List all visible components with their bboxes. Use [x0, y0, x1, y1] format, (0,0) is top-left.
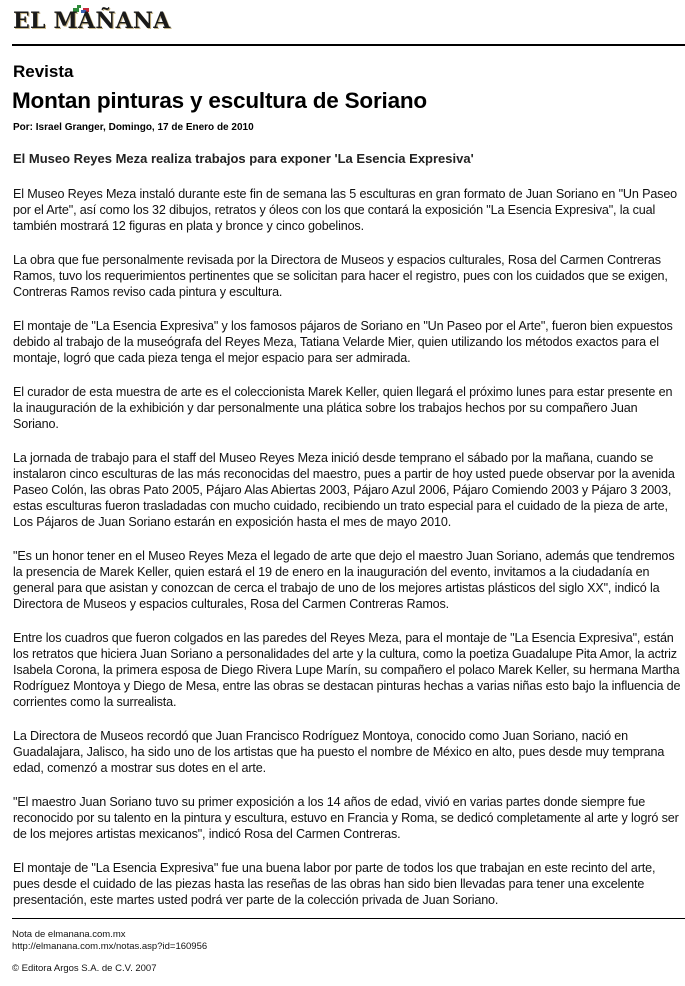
article-paragraph: El montaje de "La Esencia Expresiva" y los famosos pájaros de Soriano en "Un Paseo por el Arte", fueron bien expuestos debido al trabajo de la museógrafa del Reyes Meza, Tatiana Velarde Mier, quien utilizando los métodos exactos para el montaje, logró que cada pieza tenga el mejor espacio para ser admirada.	[13, 319, 673, 365]
article-paragraph: "El maestro Juan Soriano tuvo su primer exposición a los 14 años de edad, vivió en varias partes donde siempre fue reconocido por su talento en la pintura y escultura, estuvo en Francia y Roma, se dedicó completamente al arte y logró ser de los mejores artistas mexicanos", indicó Rosa del Carmen Contreras.	[13, 795, 679, 841]
section-label: Revista	[13, 62, 74, 81]
article-subhead: El Museo Reyes Meza realiza trabajos para exponer 'La Esencia Expresiva'	[13, 151, 474, 166]
footer-divider	[12, 918, 685, 919]
article-body	[13, 186, 685, 926]
site-logo[interactable]: EL MAÑANA	[13, 8, 171, 34]
article-paragraph: La Directora de Museos recordó que Juan Francisco Rodríguez Montoya, conocido como Juan Soriano, nació en Guadalajara, Jalisco, ha sido uno de los artistas que ha puesto el nombre de México en alto, pues desde muy temprana edad, comenzó a mostrar sus dotes en el arte.	[13, 729, 665, 775]
article-paragraph: El montaje de "La Esencia Expresiva" fue una buena labor por parte de todos los que trabajan en este recinto del arte, pues desde el cuidado de las piezas hasta las reseñas de las obras han sido bien llevadas para tener una excelente presentación, este martes usted podrá ver parte de la colección privada de Juan Soriano.	[13, 861, 656, 907]
article-title: Montan pinturas y escultura de Soriano	[12, 88, 427, 113]
article-byline: Por: Israel Granger, Domingo, 17 de Enero de 2010	[13, 122, 254, 133]
source-url[interactable]: http://elmanana.com.mx/notas.asp?id=160956	[12, 941, 208, 952]
article-paragraph: "Es un honor tener en el Museo Reyes Meza el legado de arte que dejo el maestro Juan Soriano, además que tendremos la presencia de Marek Keller, quien estará el 19 de enero en la inauguración del evento, invitamos a la ciudadanía en general para que asistan y conozcan de cerca el trabajo de uno de los mejores artistas plásticos del siglo XX", indicó la Directora de Museos y espacios culturales, Rosa del Carmen Contreras Ramos.	[13, 549, 675, 611]
copyright: © Editora Argos S.A. de C.V. 2007	[12, 963, 157, 974]
article-paragraph: El Museo Reyes Meza instaló durante este fin de semana las 5 esculturas en gran formato de Juan Soriano en "Un Paseo por el Arte", así como los 32 dibujos, retratos y óleos con los que contará la exposición "La Esencia Expresiva", la cual también mostrará 12 figuras en plata y bronce y cinco gobelinos.	[13, 187, 678, 233]
article-paragraph: El curador de esta muestra de arte es el coleccionista Marek Keller, quien llegará el próximo lunes para estar presente en la inauguración de la exhibición y dar personalmente una plática sobre los trabajos hechos por su compañero Juan Soriano.	[13, 385, 673, 431]
article-paragraph: La obra que fue personalmente revisada por la Directora de Museos y espacios culturales, Rosa del Carmen Contreras Ramos, tuvo los requerimientos pertinentes que se solicitan para hacer el registro, pues con los cuidados que se exigen, Contreras Ramos reviso cada pintura y escultura.	[13, 253, 668, 299]
article-paragraph: Entre los cuadros que fueron colgados en las paredes del Reyes Meza, para el montaje de "La Esencia Expresiva", están los retratos que hiciera Juan Soriano a personalidades del arte y la cultura, como la poetiza Guadalupe Pita Amor, la actriz Isabela Corona, la primera esposa de Diego Rivera Lupe Marín, su compañero el polaco Marek Keller, su hermana Martha Rodríguez Montoya y Diego de Mesa, entre las obras se destacan pinturas hechas a varias niñas esto bajo la influencia de corrientes como la surrealista.	[13, 631, 681, 709]
source-note: Nota de elmanana.com.mx	[12, 929, 126, 940]
header-divider	[12, 44, 685, 46]
article-paragraph: La jornada de trabajo para el staff del Museo Reyes Meza inició desde temprano el sábado por la mañana, cuando se instalaron cinco esculturas de las más reconocidas del maestro, pues a partir de hoy usted puede observar por la avenida Paseo Colón, las obras Pato 2005, Pájaro Alas Abiertas 2003, Pájaro Azul 2006, Pájaro Comiendo 2003 y Pájaro 3 2003, estas esculturas fueron trasladadas con mucho cuidado, recibiendo un trato especial para el cuidado de la pieza de arte, Los Pájaros de Juan Soriano estarán en exposición hasta el mes de mayo 2010.	[13, 451, 675, 529]
footer	[12, 929, 207, 975]
